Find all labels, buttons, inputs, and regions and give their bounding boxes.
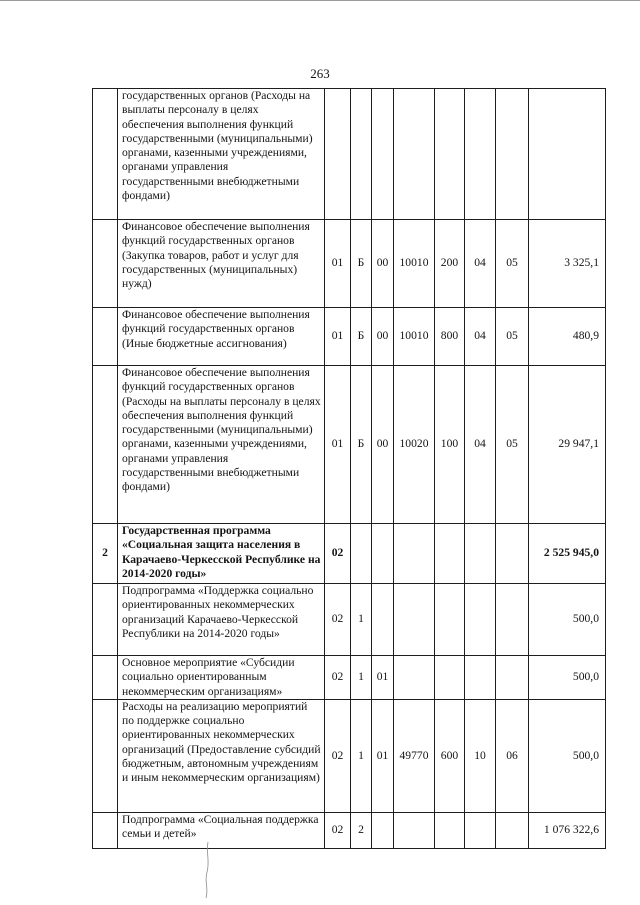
code-section: 10 xyxy=(465,699,496,812)
row-number xyxy=(93,699,118,812)
code-direction: 10010 xyxy=(394,308,435,366)
table-row xyxy=(93,524,606,584)
code-expense-type xyxy=(435,584,465,656)
row-amount: 1 076 322,6 xyxy=(529,812,606,848)
top-edge-rule xyxy=(0,0,640,4)
code-subprogram: Б xyxy=(351,366,372,524)
code-subsection: 06 xyxy=(496,699,529,812)
code-direction xyxy=(394,584,435,656)
code-program xyxy=(325,89,351,220)
code-subprogram: 1 xyxy=(351,584,372,656)
code-event xyxy=(372,89,394,220)
row-amount: 500,0 xyxy=(529,656,606,700)
row-description: Подпрограмма «Социальная поддержка семьи и детей» xyxy=(118,812,325,848)
row-amount: 500,0 xyxy=(529,584,606,656)
row-number xyxy=(93,308,118,366)
row-description: Финансовое обеспечение выполнения функций государственных органов (Иные бюджетные ассигнования) xyxy=(118,308,325,366)
code-direction xyxy=(394,524,435,584)
code-event xyxy=(372,812,394,848)
row-description: Расходы на реализацию мероприятий по поддержке социально ориентированных некоммерческих организаций (Предоставление субсидий бюджетным, автономным учреждениям и иным некоммерческим организациям) xyxy=(118,699,325,812)
page-number: 263 xyxy=(310,66,330,81)
code-expense-type: 800 xyxy=(435,308,465,366)
code-subprogram: Б xyxy=(351,308,372,366)
code-subsection: 05 xyxy=(496,308,529,366)
code-subsection xyxy=(496,812,529,848)
code-section xyxy=(465,584,496,656)
row-description: Основное мероприятие «Субсидии социально ориентированным некоммерческим организациям» xyxy=(118,656,325,700)
code-subprogram xyxy=(351,524,372,584)
table-body xyxy=(93,89,606,849)
code-direction xyxy=(394,89,435,220)
code-program: 01 xyxy=(325,366,351,524)
code-program: 02 xyxy=(325,699,351,812)
table-row xyxy=(93,656,606,700)
code-subprogram: 1 xyxy=(351,699,372,812)
row-description: Государственная программа «Социальная защита населения в Карачаево-Черкесской Республике на 2014-2020 годы» xyxy=(118,524,325,584)
code-subprogram: 2 xyxy=(351,812,372,848)
code-event xyxy=(372,584,394,656)
table-row xyxy=(93,584,606,656)
table-row xyxy=(93,220,606,308)
code-direction xyxy=(394,656,435,700)
code-subsection: 05 xyxy=(496,366,529,524)
code-expense-type xyxy=(435,524,465,584)
code-direction xyxy=(394,812,435,848)
code-expense-type: 600 xyxy=(435,699,465,812)
code-event: 01 xyxy=(372,699,394,812)
code-section: 04 xyxy=(465,366,496,524)
code-subsection xyxy=(496,584,529,656)
code-subsection xyxy=(496,656,529,700)
row-amount: 500,0 xyxy=(529,699,606,812)
row-number xyxy=(93,584,118,656)
code-program: 01 xyxy=(325,220,351,308)
code-program: 02 xyxy=(325,524,351,584)
row-number xyxy=(93,656,118,700)
code-direction: 49770 xyxy=(394,699,435,812)
row-number xyxy=(93,366,118,524)
row-amount: 29 947,1 xyxy=(529,366,606,524)
code-subsection xyxy=(496,524,529,584)
code-expense-type xyxy=(435,89,465,220)
code-expense-type: 100 xyxy=(435,366,465,524)
code-section: 04 xyxy=(465,308,496,366)
row-amount: 480,9 xyxy=(529,308,606,366)
code-subsection xyxy=(496,89,529,220)
code-event: 00 xyxy=(372,220,394,308)
code-direction: 10010 xyxy=(394,220,435,308)
row-number: 2 xyxy=(93,524,118,584)
code-subprogram: 1 xyxy=(351,656,372,700)
code-event: 00 xyxy=(372,366,394,524)
code-program: 02 xyxy=(325,584,351,656)
code-expense-type xyxy=(435,656,465,700)
row-description: государственных органов (Расходы на выплаты персоналу в целях обеспечения выполнения функций государственными (муниципальными) органами, казенными учреждениями, органами управления государственными внебюджетными фондами) xyxy=(118,89,325,220)
code-direction: 10020 xyxy=(394,366,435,524)
code-subprogram xyxy=(351,89,372,220)
code-section: 04 xyxy=(465,220,496,308)
code-program: 01 xyxy=(325,308,351,366)
row-amount xyxy=(529,89,606,220)
table-row xyxy=(93,812,606,848)
pen-mark xyxy=(200,840,230,900)
row-number xyxy=(93,220,118,308)
row-description: Подпрограмма «Поддержка социально ориентированных некоммерческих организаций Карачаево-Черкесской Республики на 2014-2020 годы» xyxy=(118,584,325,656)
code-section xyxy=(465,656,496,700)
code-expense-type: 200 xyxy=(435,220,465,308)
table-row xyxy=(93,89,606,220)
code-subsection: 05 xyxy=(496,220,529,308)
code-section xyxy=(465,89,496,220)
row-description: Финансовое обеспечение выполнения функций государственных органов (Расходы на выплаты персоналу в целях обеспечения выполнения функций государственными (муниципальными) органами, казенными учреждениями, органами управления государственными внебюджетными фондами) xyxy=(118,366,325,524)
table-row xyxy=(93,699,606,812)
code-event: 00 xyxy=(372,308,394,366)
row-number xyxy=(93,89,118,220)
row-amount: 3 325,1 xyxy=(529,220,606,308)
code-program: 02 xyxy=(325,812,351,848)
row-number xyxy=(93,812,118,848)
row-amount: 2 525 945,0 xyxy=(529,524,606,584)
row-description: Финансовое обеспечение выполнения функций государственных органов (Закупка товаров, работ и услуг для государственных (муниципальных) нужд) xyxy=(118,220,325,308)
budget-table xyxy=(92,88,606,849)
code-section xyxy=(465,812,496,848)
code-program: 02 xyxy=(325,656,351,700)
code-subprogram: Б xyxy=(351,220,372,308)
code-expense-type xyxy=(435,812,465,848)
code-section xyxy=(465,524,496,584)
table-row xyxy=(93,308,606,366)
code-event xyxy=(372,524,394,584)
code-event: 01 xyxy=(372,656,394,700)
table-row xyxy=(93,366,606,524)
